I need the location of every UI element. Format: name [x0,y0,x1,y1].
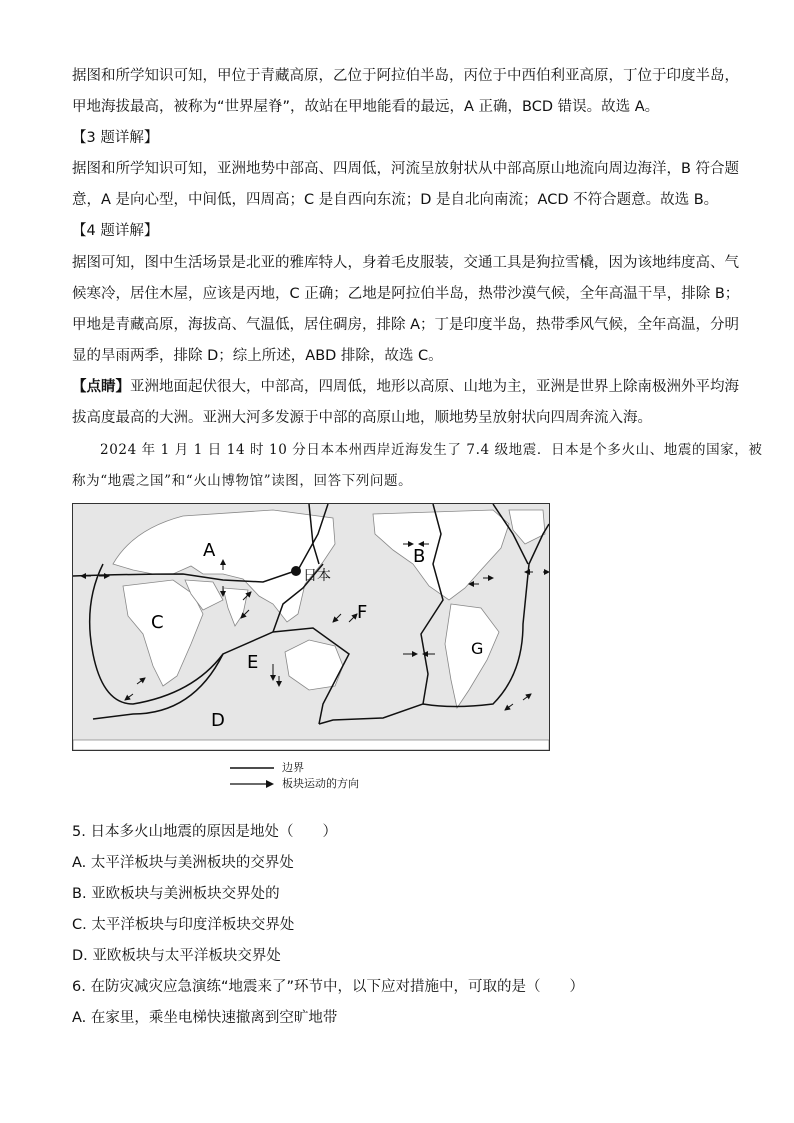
legend-boundary [230,760,359,776]
plate-label-a: A [203,540,216,561]
japan-location-dot [291,566,301,576]
plate-label-b: B [413,546,426,567]
dianjing-tag: 【点睛】 [72,379,130,395]
continent-antarctica [73,740,549,750]
legend-direction-label: 板块运动的方向 [282,777,359,790]
section-heading-q4: 【4 题详解】 [72,223,159,239]
plate-label-f: F [357,602,368,623]
continent-india [223,588,248,626]
explanation-line: 据图和所学知识可知，亚洲地势中部高、四周低，河流呈放射状从中部高原山地流向周边海洋，B 符合题 [72,161,740,177]
continent-greenland [509,510,545,544]
intro-line: 称为“地震之国”和“火山博物馆”读图，回答下列问题。 [72,473,413,489]
intro-line: 2024 年 1 月 1 日 14 时 10 分日本本州西岸近海发生了 7.4 级地震．日本是个多火山、地震的国家，被 [100,442,763,458]
plate-map-svg [73,504,549,750]
explanation-line: 甲地海拔最高，被称为“世界屋脊”，故站在甲地能看的最远，A 正确，BCD 错误。故选 A。 [72,99,660,115]
section-heading-q3: 【3 题详解】 [72,130,159,146]
question-6-stem: 6. 在防灾减灾应急演练“地震来了”环节中，以下应对措施中，可取的是（ ） [72,979,584,995]
explanation-line: 显的旱雨两季，排除 D；综上所述，ABD 排除，故选 C。 [72,348,443,364]
explanation-line: 甲地是青藏高原，海拔高、气温低，居住碉房，排除 A；丁是印度半岛，热带季风气候，全年高温，分明 [72,317,740,333]
legend-boundary-label: 边界 [282,761,304,774]
map-legend [230,760,359,792]
japan-label: 日本 [303,568,331,584]
explanation-line: 候寒冷，居住木屋，应该是丙地，C 正确；乙地是阿拉伯半岛，热带沙漠气候，全年高温干旱，排除 B； [72,286,740,302]
question-5-option-d: D. 亚欧板块与太平洋板块交界处 [72,948,281,964]
plate-label-d: D [211,710,225,731]
explanation-line: 据图可知，图中生活场景是北亚的雅库特人，身着毛皮服装，交通工具是狗拉雪橇，因为该地纬度高、气 [72,255,739,271]
plate-label-e: E [247,652,259,673]
question-5-option-c: C. 太平洋板块与印度洋板块交界处 [72,917,295,933]
dianjing-text: 亚洲地面起伏很大，中部高，四周低，地形以高原、山地为主，亚洲是世界上除南极洲外平均海 [130,379,739,395]
continent-north-america [373,510,509,600]
explanation-line: 意，A 是向心型，中间低，四周高；C 是自西向东流；D 是自北向南流；ACD 不符合题意。故选 B。 [72,192,719,208]
question-5-option-b: B. 亚欧板块与美洲板块交界处的 [72,886,280,902]
question-5-option-a: A. 太平洋板块与美洲板块的交界处 [72,855,294,871]
explanation-line: 据图和所学知识可知，甲位于青藏高原，乙位于阿拉伯半岛，丙位于中西伯利亚高原，丁位于印度半岛， [72,68,739,84]
dianjing-line [72,377,739,397]
explanation-line: 拔高度最高的大洲。亚洲大河多发源于中部的高原山地，顺地势呈放射状向四周奔流入海。 [72,410,652,426]
arrow-right-icon [230,780,274,788]
plate-map [72,503,550,751]
plate-label-c: C [151,612,164,633]
continent-africa [123,580,203,686]
boundary-line-icon [230,764,274,772]
question-6-option-a: A. 在家里，乘坐电梯快速撤离到空旷地带 [72,1010,338,1026]
legend-direction [230,776,359,792]
question-5-stem: 5. 日本多火山地震的原因是地处（ ） [72,824,337,840]
plate-label-g: G [471,639,484,658]
